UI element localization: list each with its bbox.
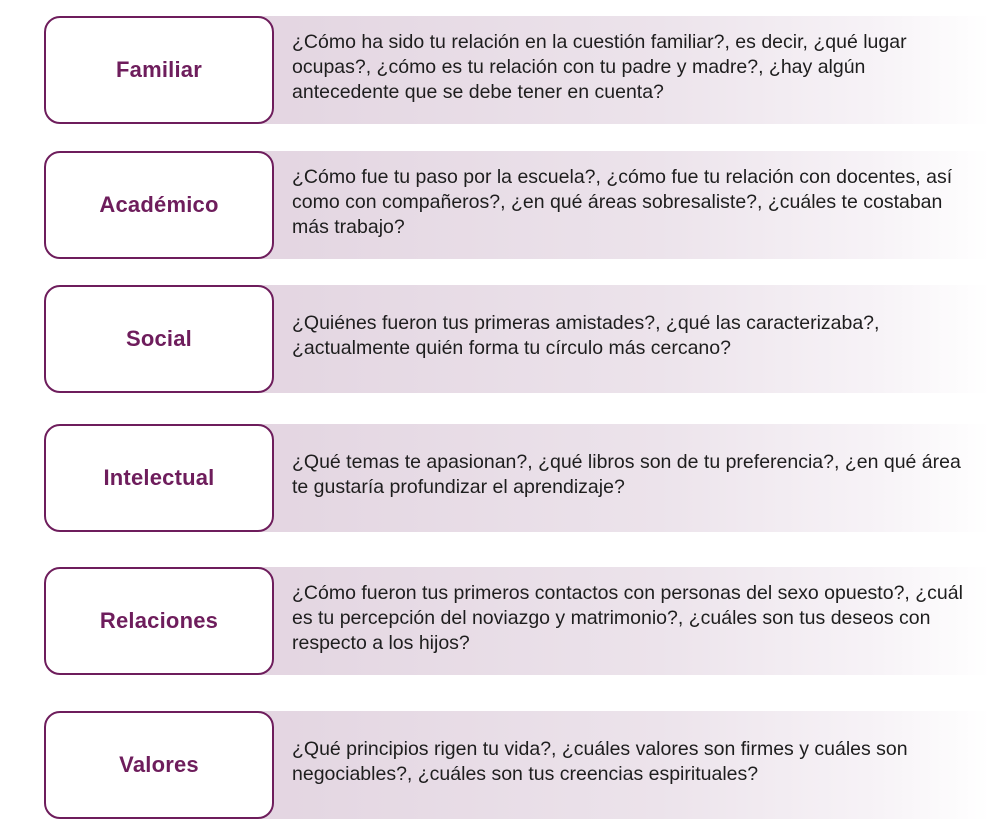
description-text: ¿Cómo fue tu paso por la escuela?, ¿cómo fue tu relación con docentes, así como con compañeros?, ¿en qué áreas sobresaliste?, ¿cuáles te costaban más trabajo? — [292, 165, 953, 238]
row-social — [44, 285, 990, 393]
category-box — [44, 151, 274, 259]
category-label: Intelectual — [103, 465, 215, 490]
category-label: Valores — [119, 752, 199, 777]
category-box — [44, 567, 274, 675]
description-text: ¿Qué principios rigen tu vida?, ¿cuáles valores son firmes y cuáles son negociables?, ¿cuáles son tus creencias espirituales? — [292, 738, 908, 785]
description — [292, 16, 970, 124]
description-text: ¿Cómo fueron tus primeros contactos con personas del sexo opuesto?, ¿cuál es tu percepción del noviazgo y matrimonio?, ¿cuáles son tus deseos con respecto a los hijos? — [292, 581, 963, 654]
category-box — [44, 285, 274, 393]
category-label: Académico — [99, 192, 219, 217]
description — [292, 424, 970, 532]
description — [292, 285, 970, 393]
description-text: ¿Quiénes fueron tus primeras amistades?, ¿qué las caracterizaba?, ¿actualmente quién forma tu círculo más cercano? — [292, 312, 880, 359]
description-text: ¿Cómo ha sido tu relación en la cuestión familiar?, es decir, ¿qué lugar ocupas?, ¿cómo es tu relación con tu padre y madre?, ¿hay algún antecedente que se debe tener en cuenta? — [292, 30, 907, 103]
description-text: ¿Qué temas te apasionan?, ¿qué libros son de tu preferencia?, ¿en qué área te gustaría profundizar el aprendizaje? — [292, 451, 961, 498]
row-relaciones — [44, 567, 990, 675]
category-box — [44, 16, 274, 124]
row-intelectual — [44, 424, 990, 532]
category-label: Social — [125, 326, 192, 351]
category-label: Relaciones — [99, 608, 219, 633]
description — [292, 711, 970, 819]
row-valores — [44, 711, 990, 819]
description — [292, 151, 970, 259]
category-box — [44, 711, 274, 819]
category-box — [44, 424, 274, 532]
row-academico — [44, 151, 990, 259]
category-label: Familiar — [116, 57, 202, 82]
row-familiar — [44, 16, 990, 124]
description — [292, 567, 970, 675]
